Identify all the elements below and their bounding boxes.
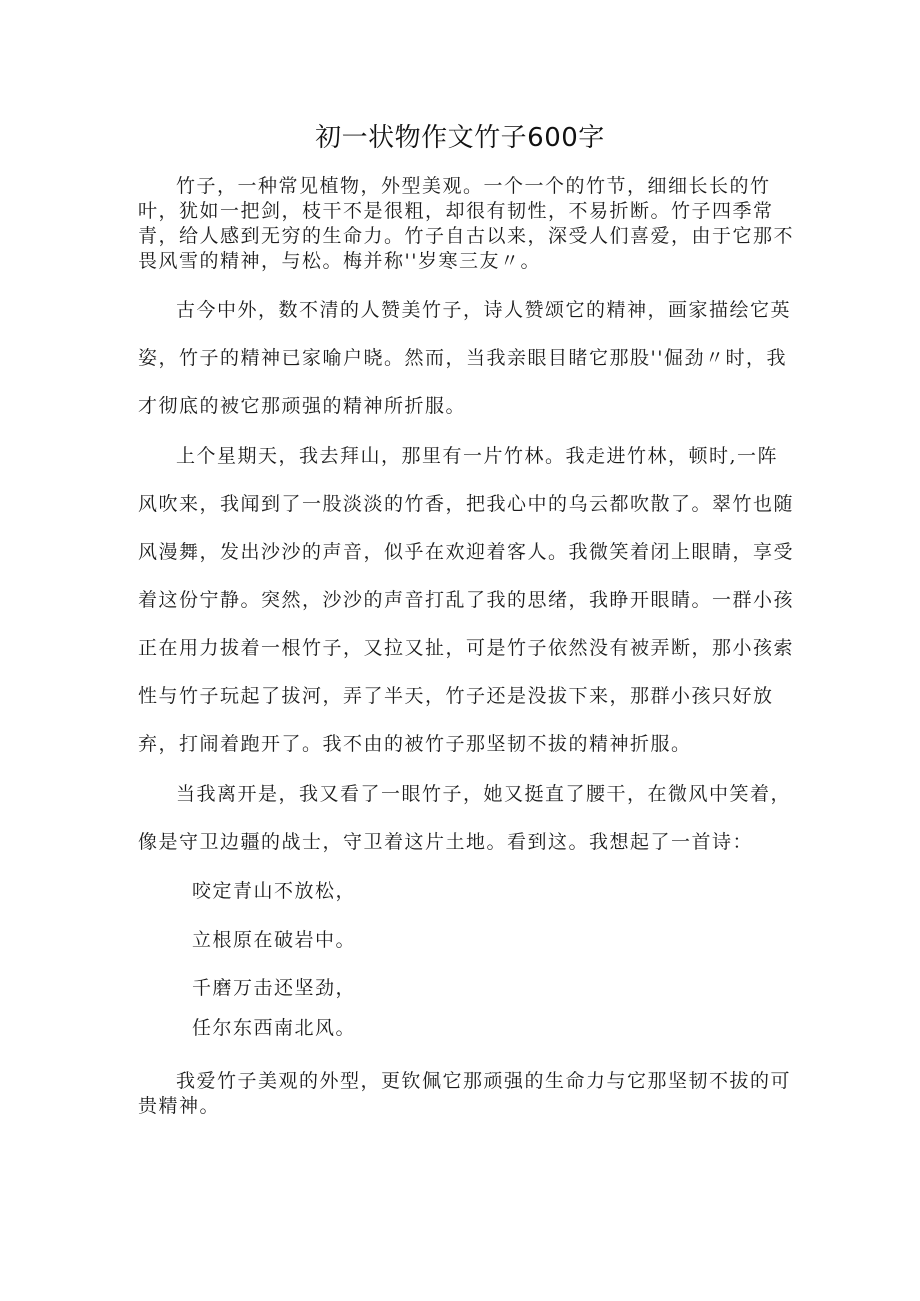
paragraph-3: 上个星期天，我去拜山，那里有一片竹林。我走进竹林，顿时,一阵风吹来，我闻到了一股淡淡的竹香，把我心中的乌云都吹散了。翠竹也随风漫舞，发出沙沙的声音，似乎在欢迎着客人。我微笑着闭上眼睛，享受着这份宁静。突然，沙沙的声音打乱了我的思绪，我睁开眼睛。一群小孩正在用力拔着一根竹子，又拉又扯，可是竹子依然没有被弄断，那小孩索性与竹子玩起了拔河，弄了半天，竹子还是没拔下来，那群小孩只好放弃，打闹着跑开了。我不由的被竹子那坚韧不拔的精神折服。: [138, 445, 795, 755]
paragraph-4: 当我离开是，我又看了一眼竹子，她又挺直了腰干，在微风中笑着，像是守卫边疆的战士，守卫着这片土地。看到这。我想起了一首诗：: [138, 783, 792, 853]
document-title: 初一状物作文竹子600字: [315, 123, 605, 153]
paragraph-1: 竹子，一种常见植物，外型美观。一个一个的竹节，细细长长的竹叶，犹如一把剑，枝干不是很粗，却很有韧性，不易折断。竹子四季常青，给人感到无穷的生命力。竹子自古以来，深受人们喜爱，由于它那不畏风雪的精神，与松。梅并称''岁寒三友〃。: [138, 175, 795, 272]
paragraph-2: 古今中外，数不清的人赞美竹子，诗人赞颂它的精神，画家描绘它英姿，竹子的精神已家喻户晓。然而，当我亲眼目睹它那股''倔劲〃时，我才彻底的被它那顽强的精神所折服。: [138, 299, 792, 417]
paragraph-5: 我爱竹子美观的外型，更钦佩它那顽强的生命力与它那坚韧不拔的可贵精神。: [138, 1070, 792, 1117]
poem-line-4: 任尔东西南北风。: [192, 1017, 357, 1039]
poem-line-2: 立根原在破岩中。: [192, 929, 357, 951]
poem-line-1: 咬定青山不放松，: [192, 880, 357, 902]
poem-line-3: 千磨万击还坚劲，: [192, 977, 357, 999]
